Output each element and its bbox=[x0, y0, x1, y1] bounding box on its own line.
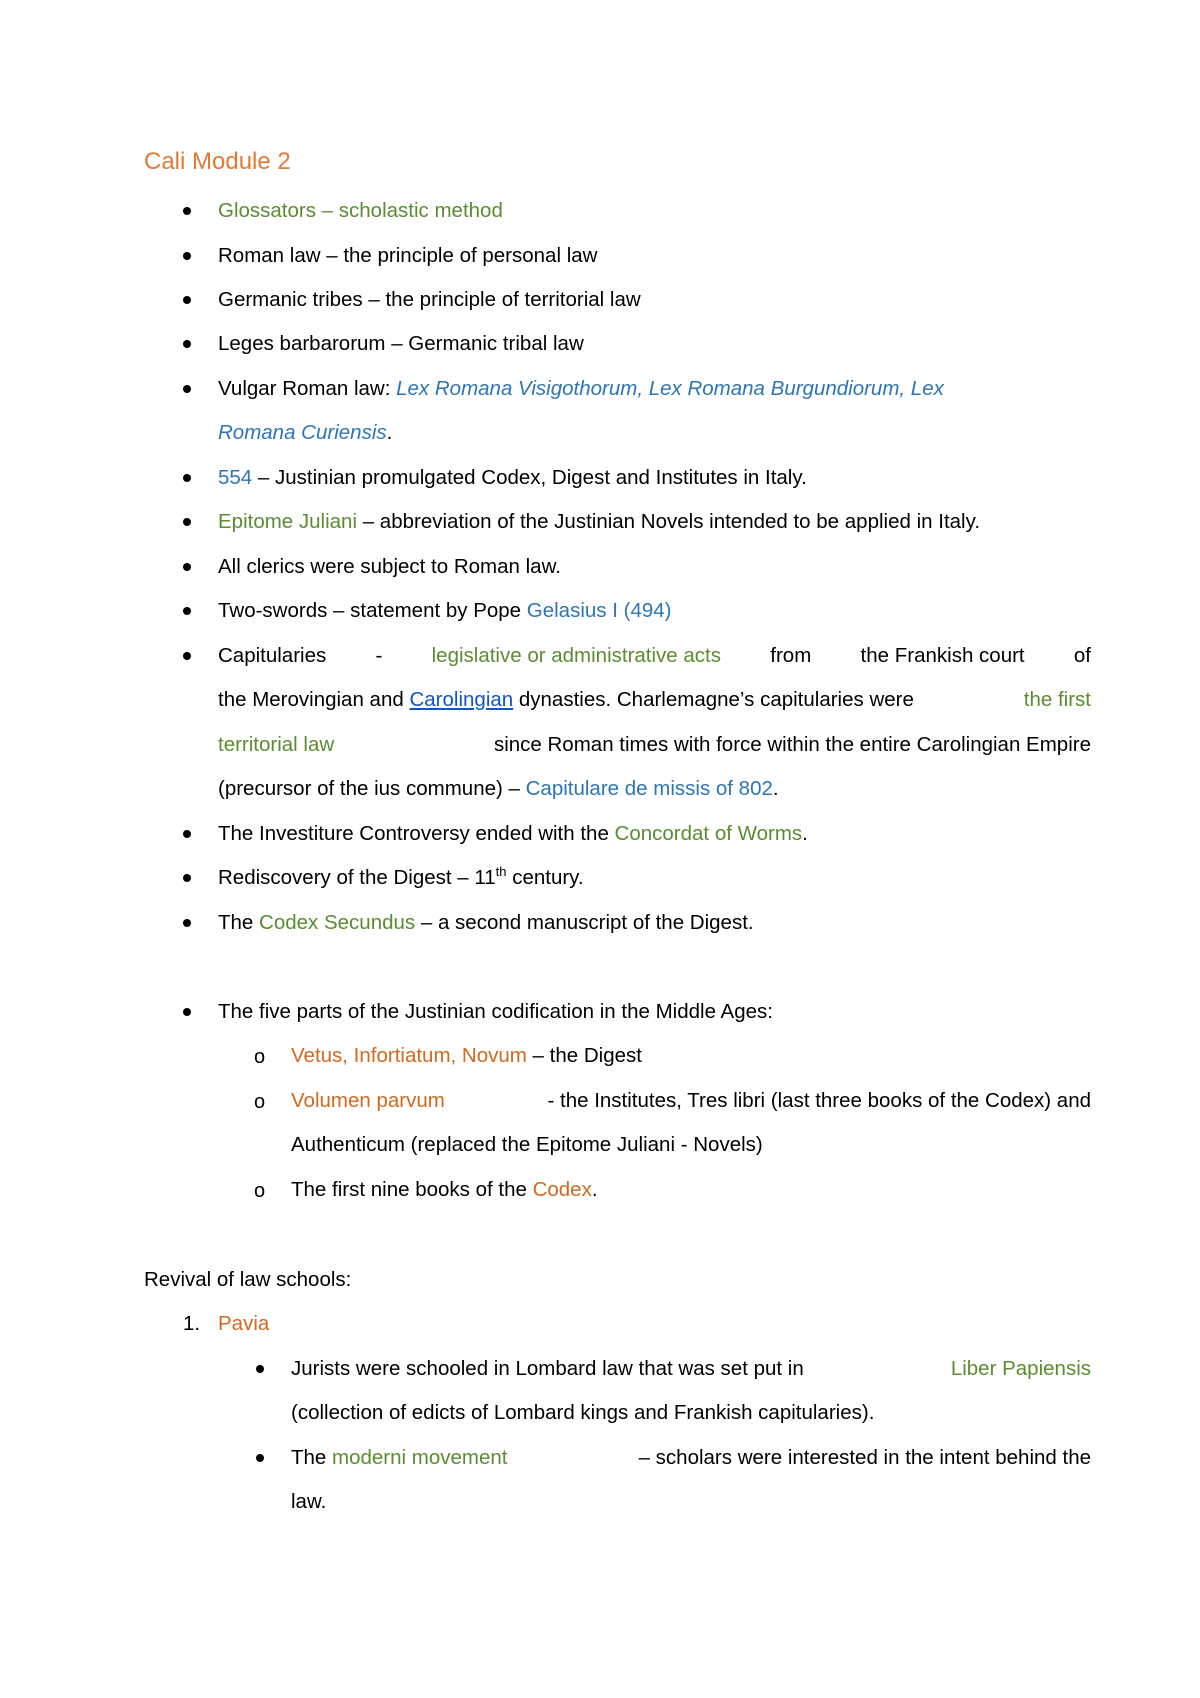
item-text: Vulgar Roman law: bbox=[218, 377, 397, 400]
sub-bullet-marker: o bbox=[254, 1046, 266, 1068]
item-text: . bbox=[386, 421, 393, 444]
item-text-emphasis: Codex bbox=[532, 1178, 592, 1201]
item-text: Rediscovery of the Digest – 11 bbox=[218, 866, 496, 889]
item-text: (collection of edicts of Lombard kings and Frankish capitularies). bbox=[291, 1401, 875, 1424]
bullet-marker bbox=[183, 830, 191, 838]
item-text: . bbox=[772, 777, 779, 800]
item-text: – a second manuscript of the Digest. bbox=[415, 911, 754, 934]
superscript: th bbox=[495, 864, 507, 880]
item-text: The five parts of the Justinian codification in the Middle Ages: bbox=[218, 1000, 773, 1023]
item-text-emphasis: Epitome Juliani bbox=[218, 510, 358, 533]
sub-bullet-marker: o bbox=[254, 1180, 266, 1202]
item-text-emphasis: Romana Curiensis bbox=[218, 421, 387, 444]
bullet-marker bbox=[183, 1008, 191, 1016]
item-text: from bbox=[770, 644, 812, 667]
bullet-marker bbox=[183, 652, 191, 660]
item-text: Jurists were schooled in Lombard law that was set put in bbox=[291, 1357, 804, 1380]
item-text: Glossators – scholastic method bbox=[218, 199, 503, 222]
list-item-leges-barbarorum bbox=[218, 329, 584, 359]
list-item-capitularies-line3 bbox=[218, 730, 1091, 760]
list-item-two-swords bbox=[218, 596, 671, 626]
item-text: dynasties. Charlemagne’s capitularies were bbox=[513, 688, 914, 711]
item-text-emphasis: Gelasius I (494) bbox=[526, 599, 672, 622]
item-text: Authenticum (replaced the Epitome Juliani - Novels) bbox=[291, 1133, 763, 1156]
bullet-marker bbox=[183, 474, 191, 482]
item-text: of bbox=[1073, 644, 1091, 667]
page-title: Cali Module 2 bbox=[144, 148, 291, 175]
list-item-investiture bbox=[218, 819, 808, 849]
bullet-marker bbox=[183, 296, 191, 304]
bullet-marker bbox=[183, 919, 191, 927]
pavia-item-moderni-cont bbox=[291, 1487, 326, 1517]
item-text: Germanic tribes – the principle of territorial law bbox=[218, 288, 641, 311]
item-text-emphasis: moderni movement bbox=[332, 1446, 508, 1469]
item-text-emphasis: Capitulare de missis of 802 bbox=[525, 777, 773, 800]
bullet-marker bbox=[256, 1365, 264, 1373]
sub-item-codex bbox=[291, 1175, 598, 1205]
item-text-emphasis: Concordat of Worms bbox=[614, 822, 803, 845]
numbered-item-pavia bbox=[218, 1309, 269, 1339]
item-text-emphasis: Volumen parvum bbox=[291, 1089, 445, 1112]
list-item-clerics bbox=[218, 552, 561, 582]
pavia-item-moderni bbox=[291, 1443, 1091, 1473]
sub-item-digest bbox=[291, 1041, 642, 1071]
item-text: The first nine books of the bbox=[291, 1178, 533, 1201]
bullet-marker bbox=[183, 207, 191, 215]
list-item-glossators bbox=[218, 196, 503, 226]
item-text-emphasis: territorial law bbox=[218, 733, 335, 756]
item-text: - the Institutes, Tres libri (last three books of the Codex) and bbox=[547, 1089, 1091, 1112]
item-text: . bbox=[802, 822, 808, 845]
bullet-marker bbox=[183, 874, 191, 882]
bullet-marker bbox=[183, 340, 191, 348]
item-text-emphasis: Pavia bbox=[218, 1312, 270, 1335]
item-text-emphasis: Lex Romana Visigothorum, Lex Romana Burgundiorum, Lex bbox=[396, 377, 944, 400]
list-item-capitularies bbox=[218, 641, 1091, 671]
sub-bullet-marker: o bbox=[254, 1091, 266, 1113]
item-text: All clerics were subject to Roman law. bbox=[218, 555, 561, 578]
list-item-554 bbox=[218, 463, 807, 493]
item-text: Roman law – the principle of personal law bbox=[218, 244, 598, 267]
item-text-emphasis: the first bbox=[1023, 688, 1091, 711]
numbered-label: 1. bbox=[183, 1312, 201, 1335]
bullet-marker bbox=[183, 607, 191, 615]
list-item-capitularies-line2 bbox=[218, 685, 1091, 715]
item-text-emphasis: legislative or administrative acts bbox=[431, 644, 722, 667]
item-text: - bbox=[375, 644, 383, 667]
item-text-emphasis: Liber Papiensis bbox=[950, 1357, 1091, 1380]
item-text-emphasis: Vetus, Infortiatum, Novum bbox=[291, 1044, 527, 1067]
list-item-codex-secundus bbox=[218, 908, 754, 938]
bullet-marker bbox=[256, 1454, 264, 1462]
bullet-marker bbox=[183, 563, 191, 571]
item-text: – abbreviation of the Justinian Novels intended to be applied in Italy. bbox=[357, 510, 981, 533]
carolingian-link[interactable]: Carolingian bbox=[409, 688, 514, 711]
item-text: – scholars were interested in the intent behind the bbox=[638, 1446, 1091, 1469]
list-item-vulgar-roman-law bbox=[218, 374, 944, 404]
item-text: The bbox=[291, 1446, 333, 1469]
list-item-epitome-juliani bbox=[218, 507, 980, 537]
list-item-rediscovery bbox=[218, 863, 584, 893]
pavia-item-jurists bbox=[291, 1354, 1091, 1384]
pavia-item-jurists-cont bbox=[291, 1398, 874, 1428]
bullet-marker bbox=[183, 518, 191, 526]
item-text: (precursor of the ius commune) – bbox=[218, 777, 526, 800]
list-item-five-parts bbox=[218, 997, 773, 1027]
item-text-emphasis: Codex Secundus bbox=[259, 911, 416, 934]
bullet-marker bbox=[183, 252, 191, 260]
list-item-germanic-tribes bbox=[218, 285, 641, 315]
item-text: – the Digest bbox=[526, 1044, 642, 1067]
item-text: Two-swords – statement by Pope bbox=[218, 599, 527, 622]
bullet-marker bbox=[183, 385, 191, 393]
item-text: The Investiture Controversy ended with the bbox=[218, 822, 615, 845]
list-item-vulgar-roman-law-cont bbox=[218, 418, 392, 448]
item-text: since Roman times with force within the entire Carolingian Empire bbox=[493, 733, 1091, 756]
item-text: the Merovingian and bbox=[218, 688, 410, 711]
list-item-roman-law bbox=[218, 241, 597, 271]
sub-item-volumen-parvum bbox=[291, 1086, 1091, 1116]
item-text: The bbox=[218, 911, 260, 934]
item-text: century. bbox=[506, 866, 584, 889]
item-text: Leges barbarorum – Germanic tribal law bbox=[218, 332, 584, 355]
item-text: – Justinian promulgated Codex, Digest and Institutes in Italy. bbox=[252, 466, 807, 489]
item-text-emphasis: 554 bbox=[218, 466, 253, 489]
item-text: the Frankish court bbox=[860, 644, 1025, 667]
sub-item-volumen-parvum-cont bbox=[291, 1130, 763, 1160]
item-text: Capitularies bbox=[218, 644, 327, 667]
section-heading-revival: Revival of law schools: bbox=[144, 1268, 352, 1291]
item-text: . bbox=[591, 1178, 598, 1201]
item-text: law. bbox=[291, 1490, 327, 1513]
list-item-capitularies-line4 bbox=[218, 774, 779, 804]
